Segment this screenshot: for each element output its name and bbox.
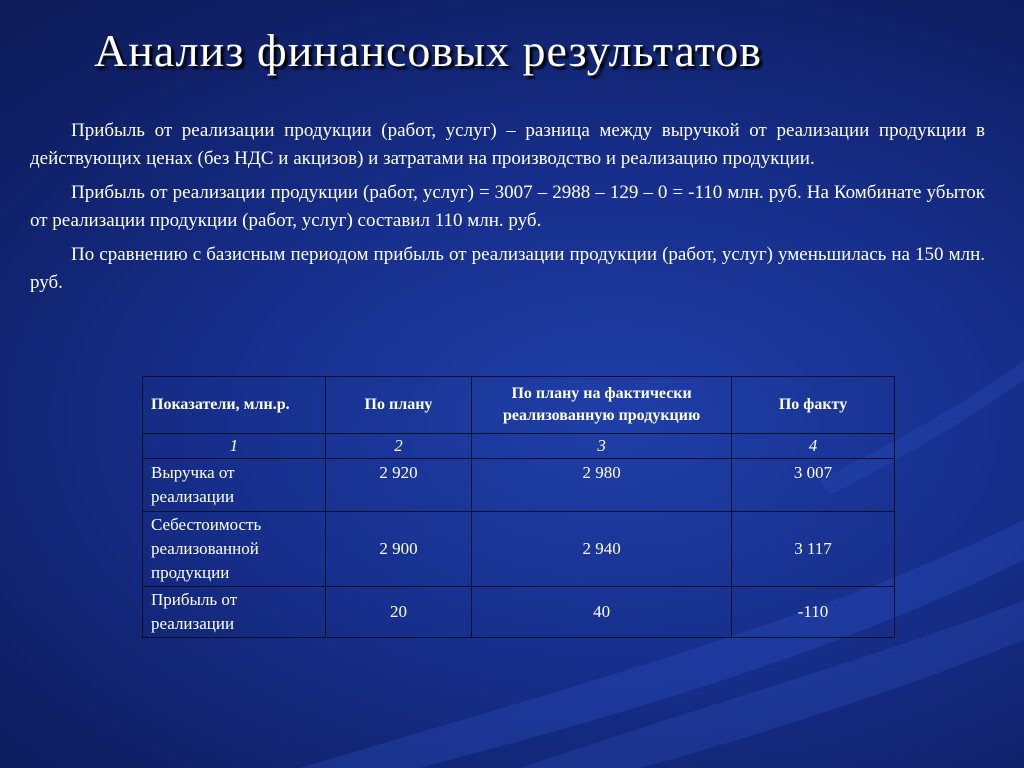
slide-title: Анализ финансовых результатов	[94, 25, 762, 76]
paragraph-comparison: По сравнению с базисным периодом прибыль от реализации продукции (работ, услуг) уменьшилась на 150 млн. руб.	[30, 244, 985, 293]
column-number-row	[143, 434, 895, 459]
table-cell: -110	[732, 587, 895, 638]
table-cell: 2 980	[472, 459, 732, 512]
column-number: 3	[472, 434, 732, 459]
table-header-row	[143, 377, 895, 434]
paragraph-calculation: Прибыль от реализации продукции (работ, услуг) = 3007 – 2988 – 129 – 0 = -110 млн. руб. На Комбинате убыток от реализации продукции (работ, услуг) составил 110 млн. руб.	[30, 182, 985, 231]
column-number: 1	[143, 434, 326, 459]
table-cell: 2 900	[325, 512, 471, 587]
table-row-revenue	[143, 459, 895, 512]
table-cell: 20	[325, 587, 471, 638]
header-plan: По плану	[325, 377, 471, 434]
body-text	[30, 117, 985, 303]
row-label: Выручка от реализации	[143, 459, 326, 512]
table-cell: 2 920	[325, 459, 471, 512]
financial-results-table	[142, 376, 895, 638]
table-row-cost	[143, 512, 895, 587]
table-cell: 2 940	[472, 512, 732, 587]
column-number: 4	[732, 434, 895, 459]
row-label: Себестоимость реализованной продукции	[143, 512, 326, 587]
header-indicators: Показатели, млн.р.	[143, 377, 326, 434]
table-cell: 3 007	[732, 459, 895, 512]
header-plan-actual-sold: По плану на фактически реализованную продукцию	[472, 377, 732, 434]
paragraph-definition: Прибыль от реализации продукции (работ, услуг) – разница между выручкой от реализации продукции в действующих ценах (без НДС и акцизов) и затратами на производство и реализацию продукции.	[30, 120, 985, 169]
row-label: Прибыль от реализации	[143, 587, 326, 638]
column-number: 2	[325, 434, 471, 459]
header-actual: По факту	[732, 377, 895, 434]
table-cell: 3 117	[732, 512, 895, 587]
table-cell: 40	[472, 587, 732, 638]
table-row-profit	[143, 587, 895, 638]
